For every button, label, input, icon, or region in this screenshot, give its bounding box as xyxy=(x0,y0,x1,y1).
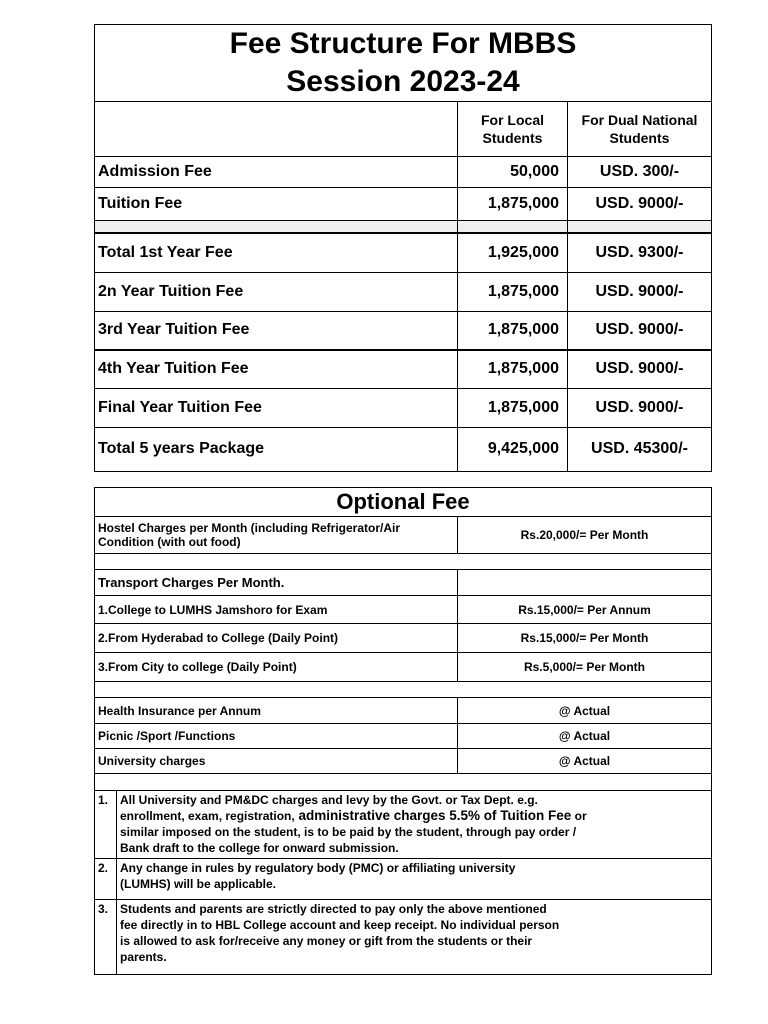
fee-dual: USD. 9000/- xyxy=(568,188,712,221)
table-row xyxy=(95,570,712,596)
note-number: 3. xyxy=(95,900,117,975)
table-row xyxy=(95,517,712,554)
fee-dual: USD. 9000/- xyxy=(568,311,712,350)
fee-label: Admission Fee xyxy=(95,157,458,188)
fee-local: 1,875,000 xyxy=(458,350,568,388)
fee-dual: USD. 9000/- xyxy=(568,350,712,388)
table-row xyxy=(95,596,712,624)
fee-label: Total 1st Year Fee xyxy=(95,233,458,272)
page-title xyxy=(95,25,712,102)
fee-row xyxy=(95,311,712,350)
transport-value: Rs.5,000/= Per Month xyxy=(458,653,712,682)
main-fee-table xyxy=(94,24,711,472)
empty-header-cell xyxy=(95,102,458,157)
empty-cell xyxy=(458,570,712,596)
optional-fee-title: Optional Fee xyxy=(95,488,712,517)
fee-local: 1,925,000 xyxy=(458,233,568,272)
fee-dual: USD. 300/- xyxy=(568,157,712,188)
other-value: @ Actual xyxy=(458,698,712,724)
spacer-row xyxy=(95,774,712,791)
other-value: @ Actual xyxy=(458,724,712,749)
fee-local: 1,875,000 xyxy=(458,188,568,221)
dual-national-header: For Dual National Students xyxy=(568,102,712,157)
note-text: Any change in rules by regulatory body (PMC) or affiliating university (LUMHS) will be applicable. xyxy=(117,859,712,900)
fee-row xyxy=(95,350,712,388)
note-highlight: administrative charges 5.5% of Tuition Fee xyxy=(294,808,572,823)
fee-label: Total 5 years Package xyxy=(95,427,458,471)
table-row xyxy=(95,624,712,653)
note-row xyxy=(95,900,712,975)
transport-heading: Transport Charges Per Month. xyxy=(95,570,458,596)
transport-label: 1.College to LUMHS Jamshoro for Exam xyxy=(95,596,458,624)
note-text: Students and parents are strictly directed to pay only the above mentioned fee directly in to HBL College account and keep receipt. No individual person is allowed to ask for/receive any money or gift from the students or their parents. xyxy=(117,900,712,975)
fee-local: 1,875,000 xyxy=(458,388,568,427)
fee-row xyxy=(95,157,712,188)
spacer-row xyxy=(95,221,712,234)
fee-local: 9,425,000 xyxy=(458,427,568,471)
fee-row xyxy=(95,233,712,272)
hostel-label: Hostel Charges per Month (including Refrigerator/Air Condition (with out food) xyxy=(95,517,458,554)
fee-label: Final Year Tuition Fee xyxy=(95,388,458,427)
other-value: @ Actual xyxy=(458,749,712,774)
fee-local: 1,875,000 xyxy=(458,272,568,311)
local-students-header: For Local Students xyxy=(458,102,568,157)
optional-fee-table xyxy=(94,487,711,975)
transport-label: 3.From City to college (Daily Point) xyxy=(95,653,458,682)
note-text xyxy=(117,791,712,859)
table-row xyxy=(95,653,712,682)
fee-row xyxy=(95,388,712,427)
note-number: 1. xyxy=(95,791,117,859)
table-row xyxy=(95,698,712,724)
fee-label: Tuition Fee xyxy=(95,188,458,221)
note-row xyxy=(95,791,712,859)
other-label: Health Insurance per Annum xyxy=(95,698,458,724)
spacer-row xyxy=(95,682,712,698)
fee-local: 1,875,000 xyxy=(458,311,568,350)
table-row xyxy=(95,749,712,774)
fee-dual: USD. 9300/- xyxy=(568,233,712,272)
transport-value: Rs.15,000/= Per Month xyxy=(458,624,712,653)
hostel-value: Rs.20,000/= Per Month xyxy=(458,517,712,554)
spacer-row xyxy=(95,554,712,570)
fee-dual: USD. 9000/- xyxy=(568,272,712,311)
fee-local: 50,000 xyxy=(458,157,568,188)
note-number: 2. xyxy=(95,859,117,900)
transport-label: 2.From Hyderabad to College (Daily Point) xyxy=(95,624,458,653)
note-row xyxy=(95,859,712,900)
fee-dual: USD. 9000/- xyxy=(568,388,712,427)
fee-label: 2n Year Tuition Fee xyxy=(95,272,458,311)
other-label: Picnic /Sport /Functions xyxy=(95,724,458,749)
fee-row xyxy=(95,427,712,471)
fee-label: 4th Year Tuition Fee xyxy=(95,350,458,388)
note-text-part: All University and PM&DC charges and levy by the Govt. or Tax Dept. e.g. enrollment, exam, registration, xyxy=(120,793,538,823)
table-row xyxy=(95,724,712,749)
fee-row xyxy=(95,272,712,311)
fee-label: 3rd Year Tuition Fee xyxy=(95,311,458,350)
other-label: University charges xyxy=(95,749,458,774)
fee-row xyxy=(95,188,712,221)
fee-dual: USD. 45300/- xyxy=(568,427,712,471)
title-line-2: Session 2023-24 xyxy=(286,65,520,98)
transport-value: Rs.15,000/= Per Annum xyxy=(458,596,712,624)
title-line-1: Fee Structure For MBBS xyxy=(229,27,577,60)
note-text-part: or similar imposed on the student, is to be paid by the student, through pay order / Bank draft to the college for onward submission. xyxy=(120,809,587,855)
